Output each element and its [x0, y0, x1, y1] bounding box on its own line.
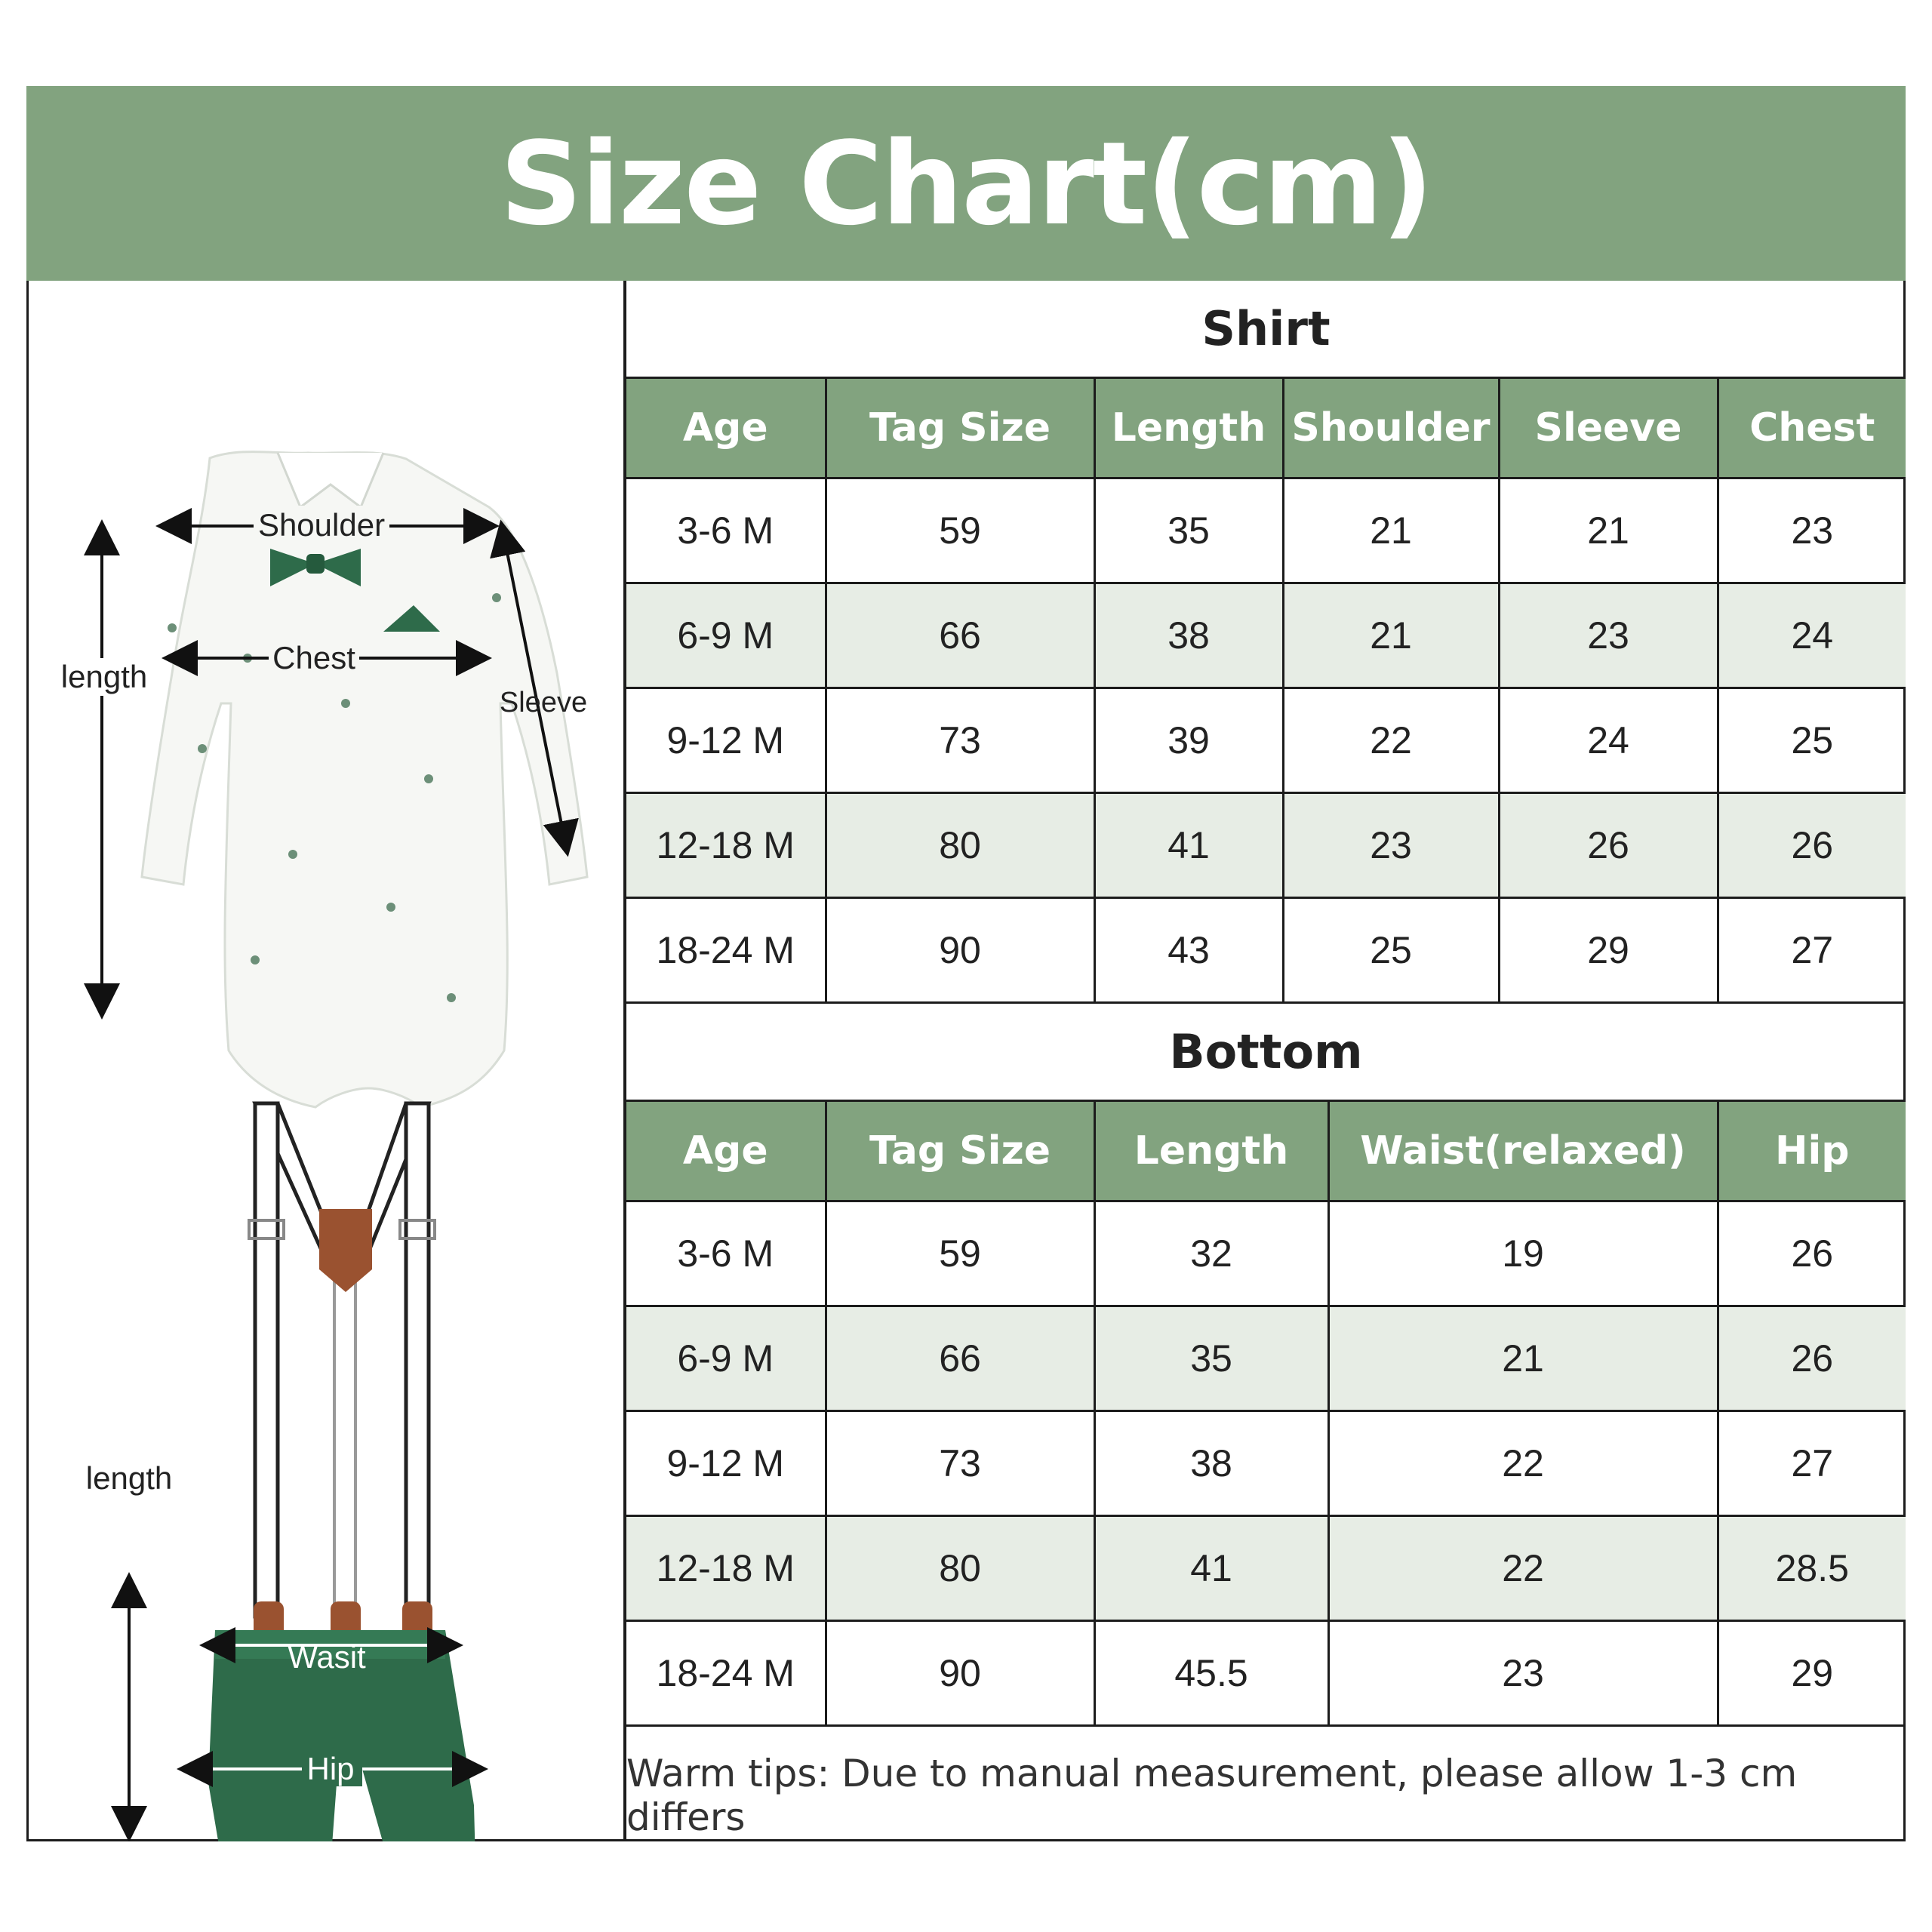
bottom-cell: 32 — [1094, 1201, 1328, 1306]
bottom-cell: 80 — [826, 1516, 1094, 1621]
bottom-cell: 73 — [826, 1411, 1094, 1516]
shirt-cell: 23 — [1499, 583, 1718, 688]
page-title: Size Chart(cm) — [500, 116, 1432, 251]
bottom-cell: 41 — [1094, 1516, 1328, 1621]
table-row — [626, 478, 1906, 583]
pants-length-label: length — [85, 1460, 173, 1496]
shirt-cell: 24 — [1499, 688, 1718, 793]
shirt-header-tag-size: Tag Size — [826, 379, 1094, 478]
bottom-header-waist: Waist(relaxed) — [1328, 1102, 1718, 1201]
size-tables — [626, 281, 1906, 1864]
bottom-header-hip: Hip — [1718, 1102, 1906, 1201]
shirt-cell: 6-9 M — [626, 583, 826, 688]
shirt-cell: 29 — [1499, 898, 1718, 1003]
shirt-length-label: length — [60, 659, 148, 694]
bottom-cell: 38 — [1094, 1411, 1328, 1516]
shirt-cell: 90 — [826, 898, 1094, 1003]
garment-illustration-svg — [29, 281, 623, 1841]
bottom-cell: 9-12 M — [626, 1411, 826, 1516]
shirt-header-shoulder: Shoulder — [1283, 379, 1499, 478]
bottom-cell: 66 — [826, 1306, 1094, 1411]
shirt-cell: 22 — [1283, 688, 1499, 793]
bottom-header-length: Length — [1094, 1102, 1328, 1201]
shirt-cell: 73 — [826, 688, 1094, 793]
warm-tip-text: Warm tips: Due to manual measurement, please allow 1-3 cm differs — [626, 1752, 1798, 1839]
bottom-cell: 12-18 M — [626, 1516, 826, 1621]
bottom-cell: 26 — [1718, 1201, 1906, 1306]
table-row — [626, 898, 1906, 1003]
shirt-cell: 27 — [1718, 898, 1906, 1003]
shirt-cell: 3-6 M — [626, 478, 826, 583]
shirt-cell: 18-24 M — [626, 898, 826, 1003]
table-row — [626, 583, 1906, 688]
shirt-cell: 43 — [1094, 898, 1283, 1003]
bottom-table — [626, 1102, 1906, 1727]
shirt-cell: 25 — [1283, 898, 1499, 1003]
bottom-header-tag-size: Tag Size — [826, 1102, 1094, 1201]
bottom-cell: 22 — [1328, 1411, 1718, 1516]
shirt-cell: 12-18 M — [626, 793, 826, 898]
shirt-section-title: Shirt — [626, 281, 1906, 379]
bottom-cell: 90 — [826, 1621, 1094, 1726]
shirt-header-chest: Chest — [1718, 379, 1906, 478]
table-row — [626, 688, 1906, 793]
shirt-cell: 21 — [1499, 478, 1718, 583]
bottom-cell: 19 — [1328, 1201, 1718, 1306]
sleeve-label: Sleeve — [499, 687, 588, 718]
shirt-cell: 39 — [1094, 688, 1283, 793]
shirt-cell: 21 — [1283, 583, 1499, 688]
bottom-cell: 3-6 M — [626, 1201, 826, 1306]
bottom-cell: 18-24 M — [626, 1621, 826, 1726]
garment-illustrations — [29, 281, 623, 1841]
shirt-drawing — [142, 452, 587, 1107]
title-banner — [26, 86, 1906, 281]
table-row — [626, 1306, 1906, 1411]
shirt-cell: 26 — [1499, 793, 1718, 898]
bottom-cell: 45.5 — [1094, 1621, 1328, 1726]
table-row — [626, 1201, 1906, 1306]
bottom-header-age: Age — [626, 1102, 826, 1201]
shirt-cell: 26 — [1718, 793, 1906, 898]
shirt-cell: 38 — [1094, 583, 1283, 688]
bottom-cell: 21 — [1328, 1306, 1718, 1411]
shirt-cell: 21 — [1283, 478, 1499, 583]
bottom-cell: 29 — [1718, 1621, 1906, 1726]
shirt-header-length: Length — [1094, 379, 1283, 478]
table-row — [626, 1621, 1906, 1726]
bottom-cell: 27 — [1718, 1411, 1906, 1516]
table-row — [626, 1516, 1906, 1621]
table-row — [626, 793, 1906, 898]
shirt-cell: 66 — [826, 583, 1094, 688]
table-row — [626, 1411, 1906, 1516]
waist-label: Wasit — [288, 1639, 366, 1675]
bottom-cell: 23 — [1328, 1621, 1718, 1726]
shirt-cell: 25 — [1718, 688, 1906, 793]
shirt-cell: 9-12 M — [626, 688, 826, 793]
bottom-section-title: Bottom — [626, 1004, 1906, 1102]
bottom-cell: 59 — [826, 1201, 1094, 1306]
shirt-cell: 24 — [1718, 583, 1906, 688]
bottom-cell: 35 — [1094, 1306, 1328, 1411]
shirt-cell: 35 — [1094, 478, 1283, 583]
shirt-cell: 41 — [1094, 793, 1283, 898]
suspenders-drawing — [249, 1103, 435, 1647]
bottom-cell: 26 — [1718, 1306, 1906, 1411]
bottom-cell: 22 — [1328, 1516, 1718, 1621]
shirt-cell: 59 — [826, 478, 1094, 583]
shirt-header-sleeve: Sleeve — [1499, 379, 1718, 478]
shirt-header-age: Age — [626, 379, 826, 478]
shirt-table — [626, 379, 1906, 1004]
bottom-cell: 6-9 M — [626, 1306, 826, 1411]
hip-label: Hip — [306, 1751, 355, 1786]
shirt-cell: 80 — [826, 793, 1094, 898]
shirt-cell: 23 — [1718, 478, 1906, 583]
shirt-cell: 23 — [1283, 793, 1499, 898]
shirt-header-row — [626, 379, 1906, 478]
chest-label: Chest — [272, 640, 355, 675]
shoulder-label: Shoulder — [257, 507, 386, 543]
bottom-header-row — [626, 1102, 1906, 1201]
bottom-cell: 28.5 — [1718, 1516, 1906, 1621]
